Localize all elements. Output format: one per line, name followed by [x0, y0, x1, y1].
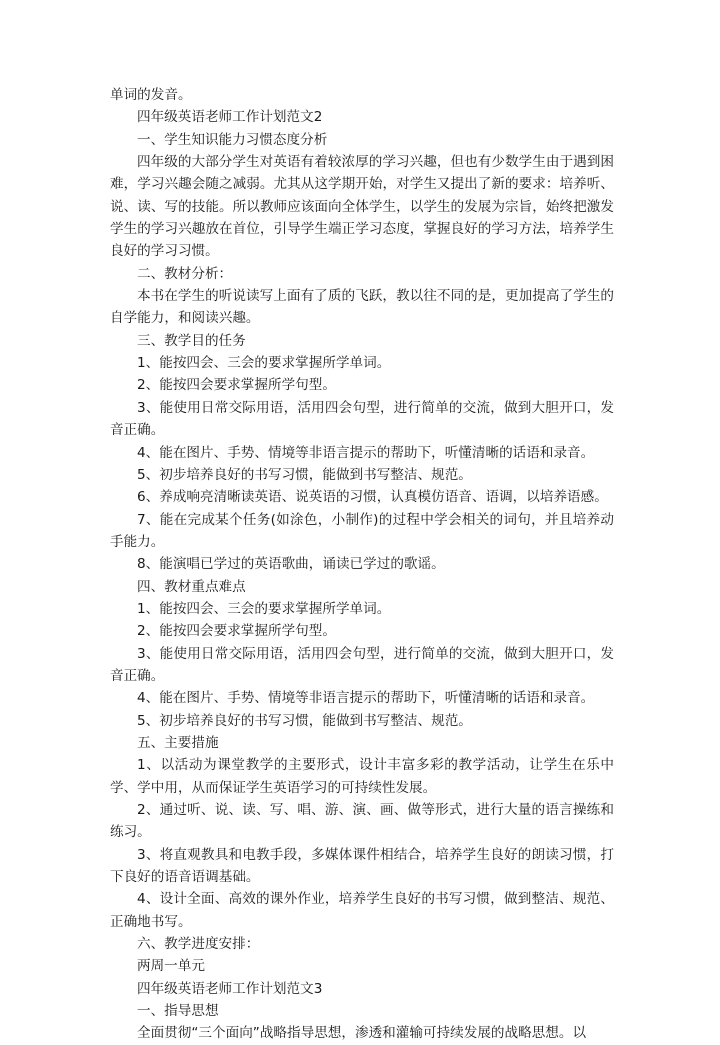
paragraph: 四年级英语老师工作计划范文2 [137, 109, 323, 126]
paragraph: 4、设计全面、高效的课外作业，培养学生良好的书写习惯，做到整洁、规范、正确地书写。 [110, 891, 614, 930]
paragraph: 4、能在图片、手势、情境等非语言提示的帮助下，听懂清晰的话语和录音。 [137, 444, 595, 461]
paragraph: 2、能按四会要求掌握所学句型。 [137, 377, 336, 394]
paragraph: 两周一单元 [137, 958, 205, 975]
paragraph: 3、将直观教具和电教手段，多媒体课件相结合，培养学生良好的朗读习惯，打下良好的语音语调基础。 [110, 846, 614, 886]
paragraph: 四年级的大部分学生对英语有着较浓厚的学习兴趣，但也有少数学生由于遇到困难，学习兴趣会随之减弱。尤其从这学期开始，对学生又提出了新的要求：培养听、说、读、写的技能。所以教师应该面向全体学生，以学生的发展为宗旨，始终把激发学生的学习兴趣放在首位，引导学生端正学习态度，掌握良好的学习方法，培养学生良好的学习习惯。 [110, 154, 614, 260]
paragraph: 五、主要措施 [137, 734, 219, 751]
paragraph: 全面贯彻“三个面向”战略指导思想，渗透和灌输可持续发展的战略思想。以 [137, 1025, 587, 1042]
paragraph: 1、能按四会、三会的要求掌握所学单词。 [137, 355, 391, 372]
document-body [110, 84, 614, 1045]
paragraph: 2、能按四会要求掌握所学句型。 [137, 623, 336, 640]
paragraph: 1、能按四会、三会的要求掌握所学单词。 [137, 600, 391, 617]
paragraph: 3、能使用日常交际用语，活用四会句型，进行简单的交流，做到大胆开口，发音正确。 [110, 399, 614, 439]
paragraph: 一、学生知识能力习惯态度分析 [137, 131, 328, 148]
paragraph: 单词的发音。 [110, 87, 192, 103]
paragraph: 4、能在图片、手势、情境等非语言提示的帮助下，听懂清晰的话语和录音。 [137, 690, 595, 707]
paragraph: 8、能演唱已学过的英语歌曲，诵读已学过的歌谣。 [137, 556, 445, 573]
paragraph: 本书在学生的听说读写上面有了质的飞跃，教以往不同的是，更加提高了学生的自学能力，和阅读兴趣。 [110, 288, 614, 327]
paragraph: 四年级英语老师工作计划范文3 [137, 980, 323, 997]
paragraph: 3、能使用日常交际用语，活用四会句型，进行简单的交流，做到大胆开口，发音正确。 [110, 645, 614, 684]
paragraph: 一、指导思想 [137, 1003, 219, 1020]
paragraph: 2、通过听、说、读、写、唱、游、演、画、做等形式，进行大量的语言操练和练习。 [110, 802, 614, 841]
paragraph: 1、以活动为课堂教学的主要形式，设计丰富多彩的教学活动，让学生在乐中学、学中用，从而保证学生英语学习的可持续性发展。 [110, 757, 614, 796]
paragraph: 5、初步培养良好的书写习惯，能做到书写整洁、规范。 [137, 466, 472, 483]
paragraph: 6、养成响亮清晰读英语、说英语的习惯，认真模仿语音、语调，以培养语感。 [137, 489, 608, 506]
paragraph: 六、教学进度安排： [137, 936, 260, 953]
paragraph: 三、教学目的任务 [137, 332, 246, 349]
paragraph: 四、教材重点难点 [137, 578, 246, 595]
paragraph: 7、能在完成某个任务(如涂色，小制作)的过程中学会相关的词句，并且培养动手能力。 [110, 511, 614, 550]
paragraph: 二、教材分析： [137, 265, 233, 282]
paragraph: 5、初步培养良好的书写习惯，能做到书写整洁、规范。 [137, 712, 472, 729]
